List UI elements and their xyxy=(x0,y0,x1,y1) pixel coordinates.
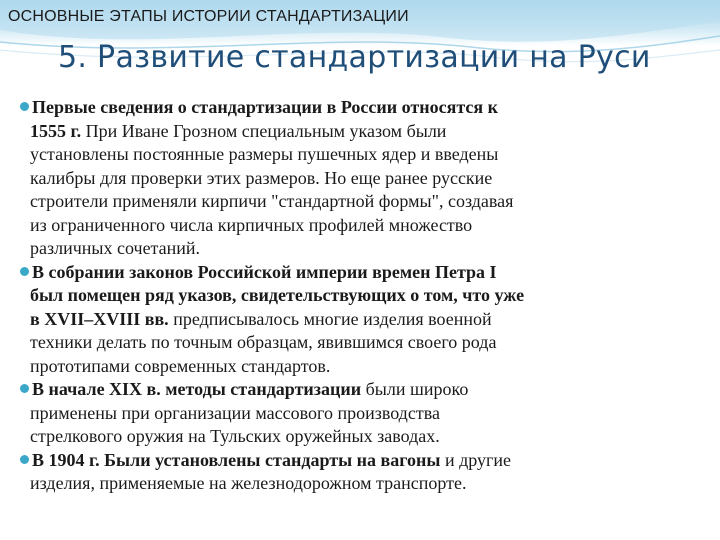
bullet-list xyxy=(20,96,710,496)
text: техники делать по точным образцам, явившимся своего рода xyxy=(30,332,497,352)
bullet-line xyxy=(20,167,710,191)
bold-text: был помещен ряд указов, свидетельствующих о том, что уже xyxy=(30,285,525,305)
bullet-line xyxy=(20,425,710,449)
text: были широко xyxy=(361,379,469,399)
bold-text: В собрании законов Российской империи времен Петра I xyxy=(32,261,497,282)
bullet-line xyxy=(20,143,710,167)
bold-text: Первые сведения о стандартизации в России относятся к xyxy=(32,97,499,117)
bullet-line xyxy=(20,378,710,402)
bullet-dot-icon xyxy=(20,384,29,393)
bullet-line xyxy=(20,355,710,379)
text: строители применяли кирпичи "стандартной формы", создавая xyxy=(30,191,514,211)
text: применены при организации массового производства xyxy=(30,402,440,423)
text: из ограниченного числа кирпичных профилей множество xyxy=(30,214,473,235)
text: и другие xyxy=(440,449,511,470)
text: различных сочетаний. xyxy=(30,238,201,258)
bold-text: 1555 г. xyxy=(30,120,82,141)
bullet-line xyxy=(20,308,710,332)
bullet-dot-icon xyxy=(20,267,29,276)
bold-text: в XVII–XVIII вв. xyxy=(30,308,169,329)
bold-text: В начале XIX в. методы стандартизации xyxy=(32,379,362,399)
bullet-line xyxy=(20,120,710,144)
bullet-item xyxy=(20,449,710,496)
bullet-line xyxy=(20,96,710,120)
bullet-item xyxy=(20,96,710,261)
bold-text: В 1904 г. Были установлены стандарты на вагоны xyxy=(32,449,441,470)
bullet-line xyxy=(20,449,710,473)
bullet-line xyxy=(20,472,710,496)
bullet-item xyxy=(20,378,710,449)
section-title: ОСНОВНЫЕ ЭТАПЫ ИСТОРИИ СТАНДАРТИЗАЦИИ xyxy=(8,8,409,25)
text: установлены постоянные размеры пушечных ядер и введены xyxy=(30,144,499,164)
text: предписывалось многие изделия военной xyxy=(168,308,492,329)
bullet-line xyxy=(20,402,710,426)
bullet-line xyxy=(20,214,710,238)
bullet-dot-icon xyxy=(20,102,29,111)
bullet-line xyxy=(20,261,710,285)
text: изделия, применяемые на железнодорожном транспорте. xyxy=(30,473,467,493)
text: калибры для проверки этих размеров. Но еще ранее русские xyxy=(30,167,493,188)
bullet-line xyxy=(20,331,710,355)
bullet-line xyxy=(20,237,710,261)
text: При Иване Грозном специальным указом были xyxy=(81,120,447,141)
slide-title: 5. Развитие стандартизации на Руси xyxy=(58,40,651,75)
bullet-dot-icon xyxy=(20,455,29,464)
text: прототипами современных стандартов. xyxy=(30,355,331,376)
bullet-item xyxy=(20,261,710,379)
text: стрелкового оружия на Тульских оружейных заводах. xyxy=(30,426,440,446)
bullet-line xyxy=(20,190,710,214)
bullet-line xyxy=(20,284,710,308)
